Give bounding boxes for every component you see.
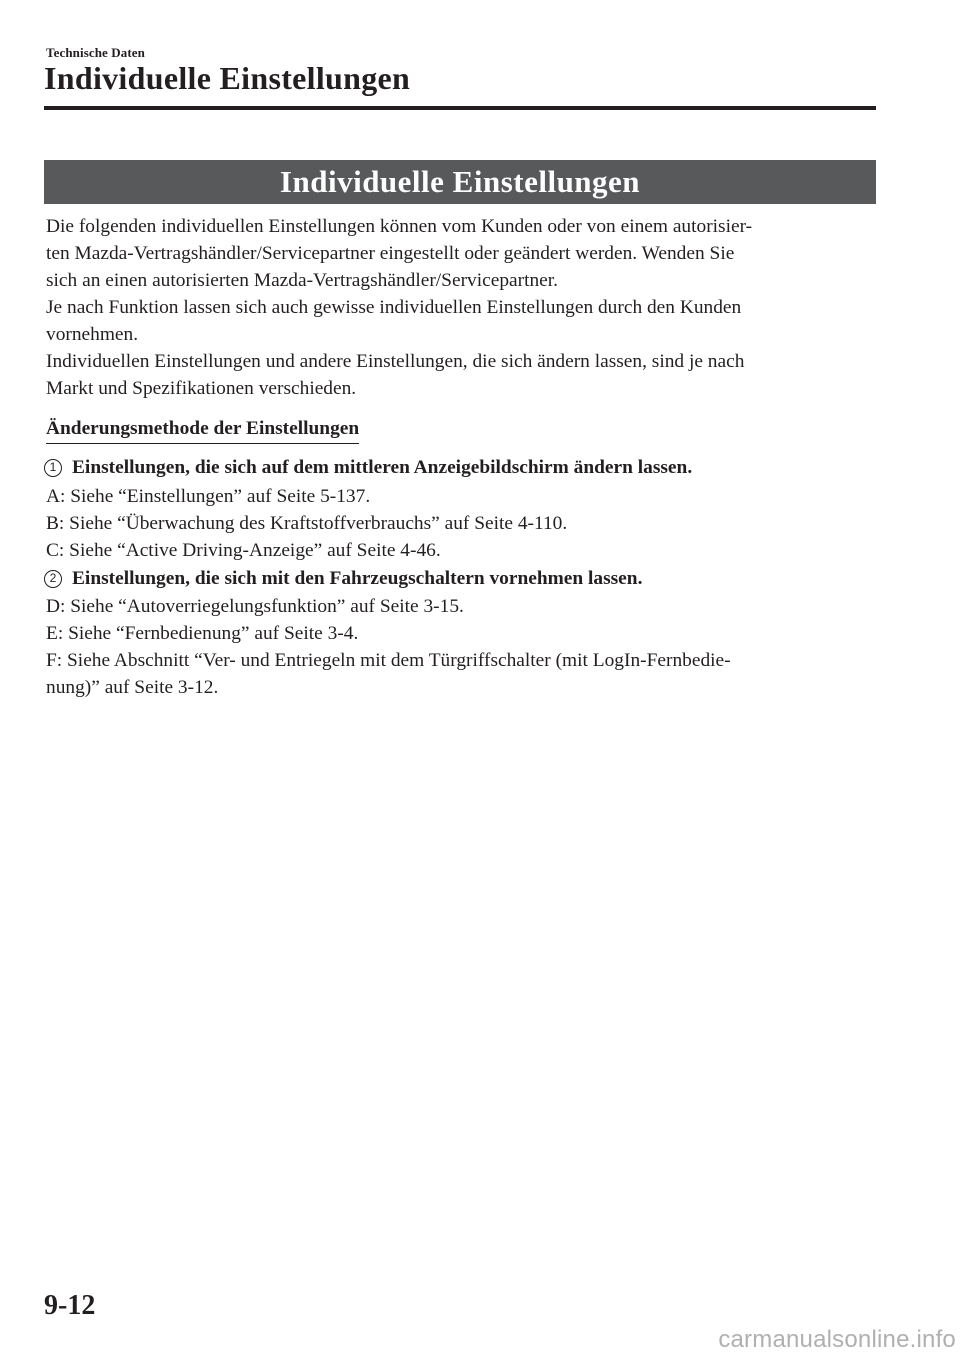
subheading: Änderungsmethode der Einstellungen: [46, 415, 359, 444]
method-1-line-c: C: Siehe “Active Driving-Anzeige” auf Seite 4-46.: [46, 540, 441, 561]
method-2-line-f-cont: nung)” auf Seite 3-12.: [46, 677, 219, 698]
method-2-heading-text: Einstellungen, die sich mit den Fahrzeugschaltern vornehmen lassen.: [72, 568, 643, 589]
page-number: 9-12: [44, 1290, 96, 1321]
intro-line: Markt und Spezifikationen verschieden.: [46, 378, 357, 399]
title-rule: [44, 106, 876, 110]
method-1-line-a: A: Siehe “Einstellungen” auf Seite 5-137.: [46, 486, 371, 507]
method-2-line-e: E: Siehe “Fernbedienung” auf Seite 3-4.: [46, 623, 359, 644]
method-1-heading: [44, 454, 692, 481]
intro-line: Je nach Funktion lassen sich auch gewisse individuellen Einstellungen durch den Kunden: [46, 297, 742, 318]
circled-number-2-icon: 2: [44, 570, 62, 588]
intro-line: ten Mazda-Vertragshändler/Servicepartner eingestellt oder geändert werden. Wenden Sie: [46, 243, 735, 264]
method-2-line-f: F: Siehe Abschnitt “Ver- und Entriegeln mit dem Türgriffschalter (mit LogIn-Fernbedie-: [46, 650, 731, 671]
intro-line: sich an einen autorisierten Mazda-Vertragshändler/Servicepartner.: [46, 270, 559, 291]
intro-text: [46, 213, 876, 402]
intro-line: Die folgenden individuellen Einstellungen können vom Kunden oder von einem autorisier-: [46, 216, 753, 237]
page-title: Individuelle Einstellungen: [44, 60, 411, 96]
method-2-line-d: D: Siehe “Autoverriegelungsfunktion” auf Seite 3-15.: [46, 596, 464, 617]
circled-number-1-icon: 1: [44, 459, 62, 477]
method-2-heading: [44, 565, 642, 592]
method-1-line-b: B: Siehe “Überwachung des Kraftstoffverbrauchs” auf Seite 4-110.: [46, 513, 568, 534]
intro-line: vornehmen.: [46, 324, 139, 345]
method-1-heading-text: Einstellungen, die sich auf dem mittleren Anzeigebildschirm ändern lassen.: [72, 457, 693, 478]
section-banner: Individuelle Einstellungen: [44, 160, 876, 204]
watermark: carmanualsonline.info: [718, 1326, 956, 1353]
intro-line: Individuellen Einstellungen und andere Einstellungen, die sich ändern lassen, sind je nach: [46, 351, 745, 372]
chapter-label: Technische Daten: [46, 45, 145, 60]
